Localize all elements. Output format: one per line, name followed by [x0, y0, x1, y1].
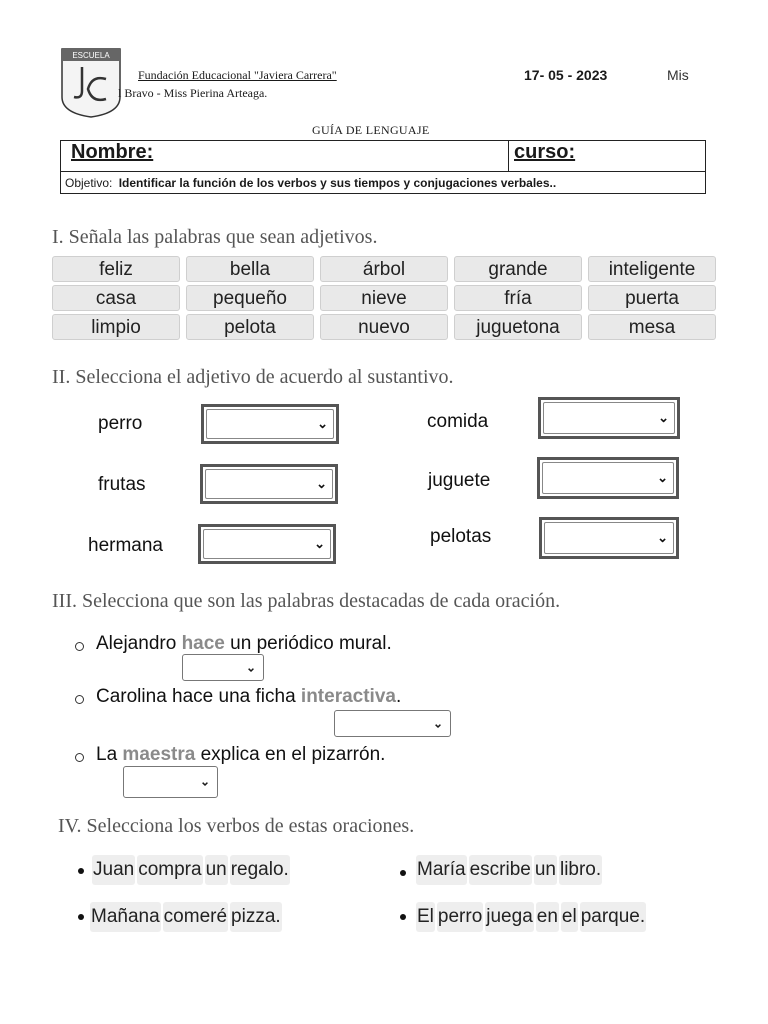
bullet-icon — [75, 753, 84, 762]
logo-text: ESCUELA — [72, 51, 110, 60]
selectable-word[interactable]: perro — [437, 902, 483, 932]
word-cell[interactable]: pequeño — [186, 285, 314, 311]
adjective-select-pelotas[interactable] — [539, 517, 679, 559]
selectable-word[interactable]: parque. — [580, 902, 646, 932]
chevron-down-icon: ⌄ — [658, 410, 669, 425]
highlighted-word: maestra — [122, 744, 196, 765]
chevron-down-icon: ⌄ — [199, 774, 210, 789]
chevron-down-icon: ⌄ — [314, 536, 325, 551]
word-type-select-1[interactable] — [182, 654, 264, 681]
word-cell[interactable]: casa — [52, 285, 180, 311]
verb-sentence-1 — [92, 855, 292, 885]
noun-frutas: frutas — [98, 474, 146, 495]
selectable-word[interactable]: juega — [485, 902, 534, 932]
mis-text: Mis — [667, 67, 689, 83]
objetivo-label: Objetivo: — [65, 176, 113, 190]
section-4-title: IV. Selecciona los verbos de estas oraciones. — [58, 815, 415, 837]
word-cell[interactable]: feliz — [52, 256, 180, 282]
chevron-down-icon: ⌄ — [657, 470, 668, 485]
chevron-down-icon: ⌄ — [316, 476, 327, 491]
bullet-icon — [400, 870, 406, 876]
bullet-icon — [78, 868, 84, 874]
verb-sentence-4 — [416, 902, 648, 932]
verb-sentence-3 — [90, 902, 284, 932]
section-3-title: III. Selecciona que son las palabras destacadas de cada oración. — [52, 590, 561, 612]
noun-comida: comida — [427, 411, 489, 432]
selectable-word[interactable]: Juan — [92, 855, 135, 885]
chevron-down-icon: ⌄ — [432, 716, 443, 731]
noun-pelotas: pelotas — [430, 526, 492, 547]
word-cell[interactable]: árbol — [320, 256, 448, 282]
word-cell[interactable]: puerta — [588, 285, 716, 311]
word-cell[interactable]: limpio — [52, 314, 180, 340]
selectable-word[interactable]: libro. — [559, 855, 602, 885]
word-cell[interactable]: fría — [454, 285, 582, 311]
chevron-down-icon: ⌄ — [245, 660, 256, 675]
curso-label: curso: — [514, 141, 576, 163]
selectable-word[interactable]: pizza. — [230, 902, 282, 932]
word-cell[interactable]: nieve — [320, 285, 448, 311]
section-1-title: I. Señala las palabras que sean adjetivos. — [52, 226, 378, 248]
guide-title: GUÍA DE LENGUAJE — [312, 123, 430, 137]
adjective-select-juguete[interactable] — [537, 457, 679, 499]
selectable-word[interactable]: el — [561, 902, 578, 932]
section-2-title: II. Selecciona el adjetivo de acuerdo al sustantivo. — [52, 366, 454, 388]
bullet-icon — [75, 642, 84, 651]
objetivo-text: Identificar la función de los verbos y sus tiempos y conjugaciones verbales.. — [118, 176, 557, 190]
selectable-word[interactable]: comeré — [163, 902, 228, 932]
selectable-word[interactable]: un — [205, 855, 228, 885]
word-cell[interactable]: mesa — [588, 314, 716, 340]
word-cell[interactable]: juguetona — [454, 314, 582, 340]
selectable-word[interactable]: un — [534, 855, 557, 885]
sentence-2: Carolina hace una ficha interactiva. — [96, 686, 402, 707]
divider — [61, 171, 705, 172]
teachers: l Bravo - Miss Pierina Arteaga. — [118, 86, 268, 100]
word-type-select-2[interactable] — [334, 710, 451, 737]
selectable-word[interactable]: escribe — [469, 855, 532, 885]
bullet-icon — [400, 914, 406, 920]
adjective-select-frutas[interactable] — [200, 464, 338, 504]
highlighted-word: interactiva — [300, 686, 396, 707]
word-cell[interactable]: pelota — [186, 314, 314, 340]
adjective-select-hermana[interactable] — [198, 524, 336, 564]
sentence-3: La maestra explica en el pizarrón. — [96, 744, 386, 765]
adjective-select-perro[interactable] — [201, 404, 339, 444]
student-info-table — [60, 140, 706, 194]
selectable-word[interactable]: compra — [137, 855, 202, 885]
bullet-icon — [75, 695, 84, 704]
verb-sentence-2 — [416, 855, 604, 885]
fundacion-name: Fundación Educacional "Javiera Carrera" — [138, 68, 337, 82]
word-cell[interactable]: nuevo — [320, 314, 448, 340]
selectable-word[interactable]: María — [416, 855, 467, 885]
bullet-icon — [78, 914, 84, 920]
word-cell[interactable]: bella — [186, 256, 314, 282]
selectable-word[interactable]: Mañana — [90, 902, 161, 932]
divider — [508, 141, 509, 171]
selectable-word[interactable]: regalo. — [230, 855, 290, 885]
adjective-select-comida[interactable] — [538, 397, 680, 439]
chevron-down-icon: ⌄ — [657, 530, 668, 545]
noun-perro: perro — [98, 413, 143, 434]
noun-hermana: hermana — [88, 535, 163, 556]
selectable-word[interactable]: El — [416, 902, 435, 932]
objetivo — [65, 176, 556, 190]
word-cell[interactable]: inteligente — [588, 256, 716, 282]
selectable-word[interactable]: en — [536, 902, 559, 932]
sentence-1: Alejandro hace un periódico mural. — [96, 633, 392, 654]
nombre-label: Nombre: — [71, 141, 154, 163]
word-cell[interactable]: grande — [454, 256, 582, 282]
school-logo — [60, 47, 122, 119]
chevron-down-icon: ⌄ — [317, 416, 328, 431]
date: 17- 05 - 2023 — [524, 67, 608, 83]
word-type-select-3[interactable] — [123, 766, 218, 798]
noun-juguete: juguete — [428, 470, 491, 491]
highlighted-word: hace — [181, 633, 225, 654]
